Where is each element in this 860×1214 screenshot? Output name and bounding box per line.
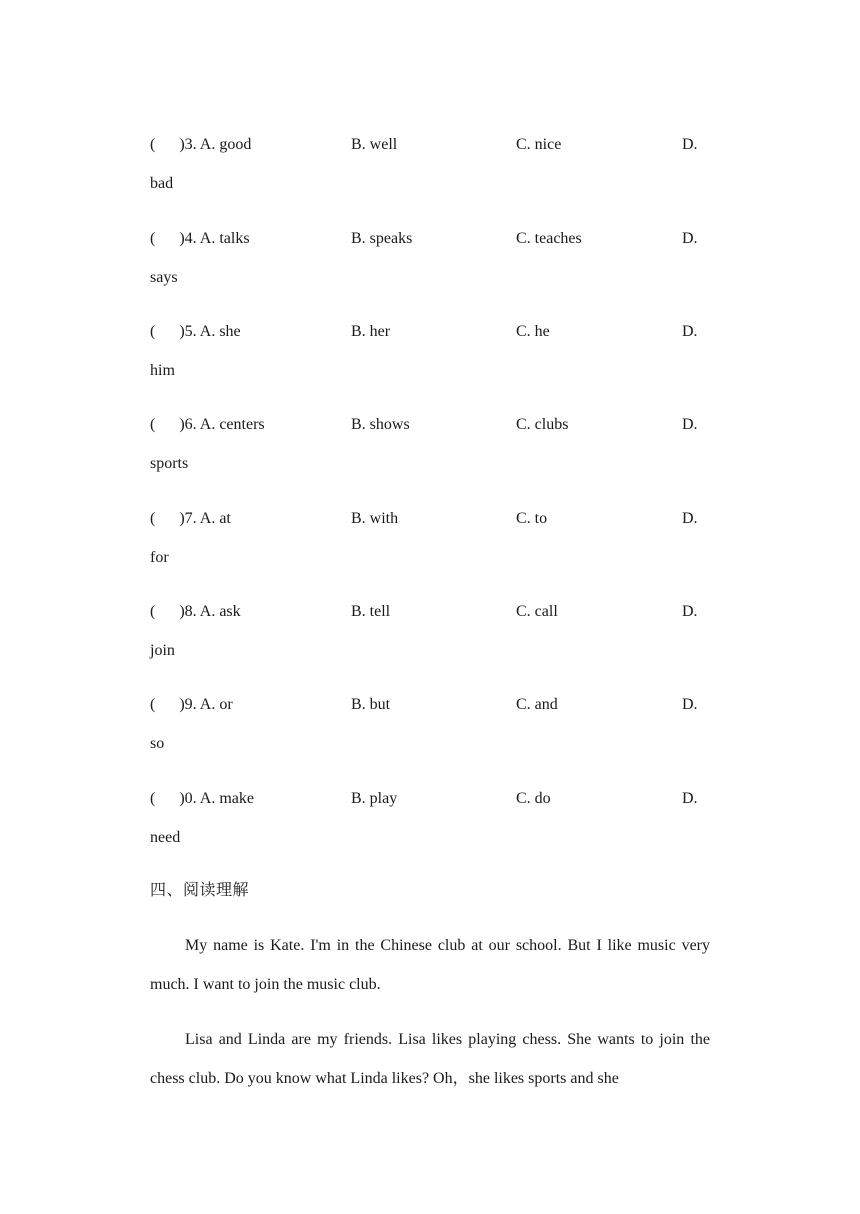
option-b: B. speaks — [351, 230, 413, 247]
passage-paragraph: My name is Kate. I'm in the Chinese club at our school. But I like music very much. I want to join the music club. — [150, 937, 710, 993]
option-c: C. to — [516, 510, 548, 527]
option-b: B. shows — [351, 416, 410, 433]
option-b: B. play — [351, 790, 398, 807]
question-row — [150, 787, 710, 811]
option-c: C. do — [516, 790, 551, 807]
option-d-word: bad — [150, 175, 174, 192]
option-c: C. he — [516, 323, 550, 340]
option-b: B. tell — [351, 603, 391, 620]
option-d-word: need — [150, 829, 181, 846]
question-stem: ( )3. A. good — [150, 136, 252, 153]
question-row — [150, 320, 710, 344]
option-d-label: D. — [682, 790, 698, 807]
option-d-word: says — [150, 269, 178, 286]
option-d-label: D. — [682, 416, 698, 433]
option-b: B. but — [351, 696, 391, 713]
option-b: B. her — [351, 323, 391, 340]
question-stem: ( )5. A. she — [150, 323, 241, 340]
question-stem: ( )7. A. at — [150, 510, 231, 527]
section-heading: 四、阅读理解 — [150, 880, 250, 899]
question-row — [150, 227, 710, 251]
question-row — [150, 133, 710, 157]
option-d-word: him — [150, 362, 175, 379]
question-stem: ( )9. A. or — [150, 696, 233, 713]
passage-paragraph: Lisa and Linda are my friends. Lisa likes playing chess. She wants to join the chess club. Do you know what Linda likes? Oh，she likes sports and she — [150, 1031, 710, 1087]
question-row — [150, 413, 710, 437]
option-d-word: so — [150, 735, 165, 752]
option-c: C. nice — [516, 136, 562, 153]
question-stem: ( )8. A. ask — [150, 603, 241, 620]
option-d-label: D. — [682, 323, 698, 340]
option-b: B. well — [351, 136, 398, 153]
option-d-word: for — [150, 549, 169, 566]
option-c: C. clubs — [516, 416, 569, 433]
option-d-label: D. — [682, 603, 698, 620]
option-b: B. with — [351, 510, 399, 527]
question-stem: ( )0. A. make — [150, 790, 254, 807]
question-row — [150, 693, 710, 717]
question-row — [150, 600, 710, 624]
option-d-label: D. — [682, 230, 698, 247]
question-row — [150, 507, 710, 531]
option-c: C. call — [516, 603, 558, 620]
question-stem: ( )4. A. talks — [150, 230, 250, 247]
option-d-label: D. — [682, 510, 698, 527]
option-d-word: sports — [150, 455, 189, 472]
option-c: C. and — [516, 696, 558, 713]
option-c: C. teaches — [516, 230, 582, 247]
option-d-word: join — [150, 642, 175, 659]
option-d-label: D. — [682, 696, 698, 713]
question-stem: ( )6. A. centers — [150, 416, 265, 433]
option-d-label: D. — [682, 136, 698, 153]
